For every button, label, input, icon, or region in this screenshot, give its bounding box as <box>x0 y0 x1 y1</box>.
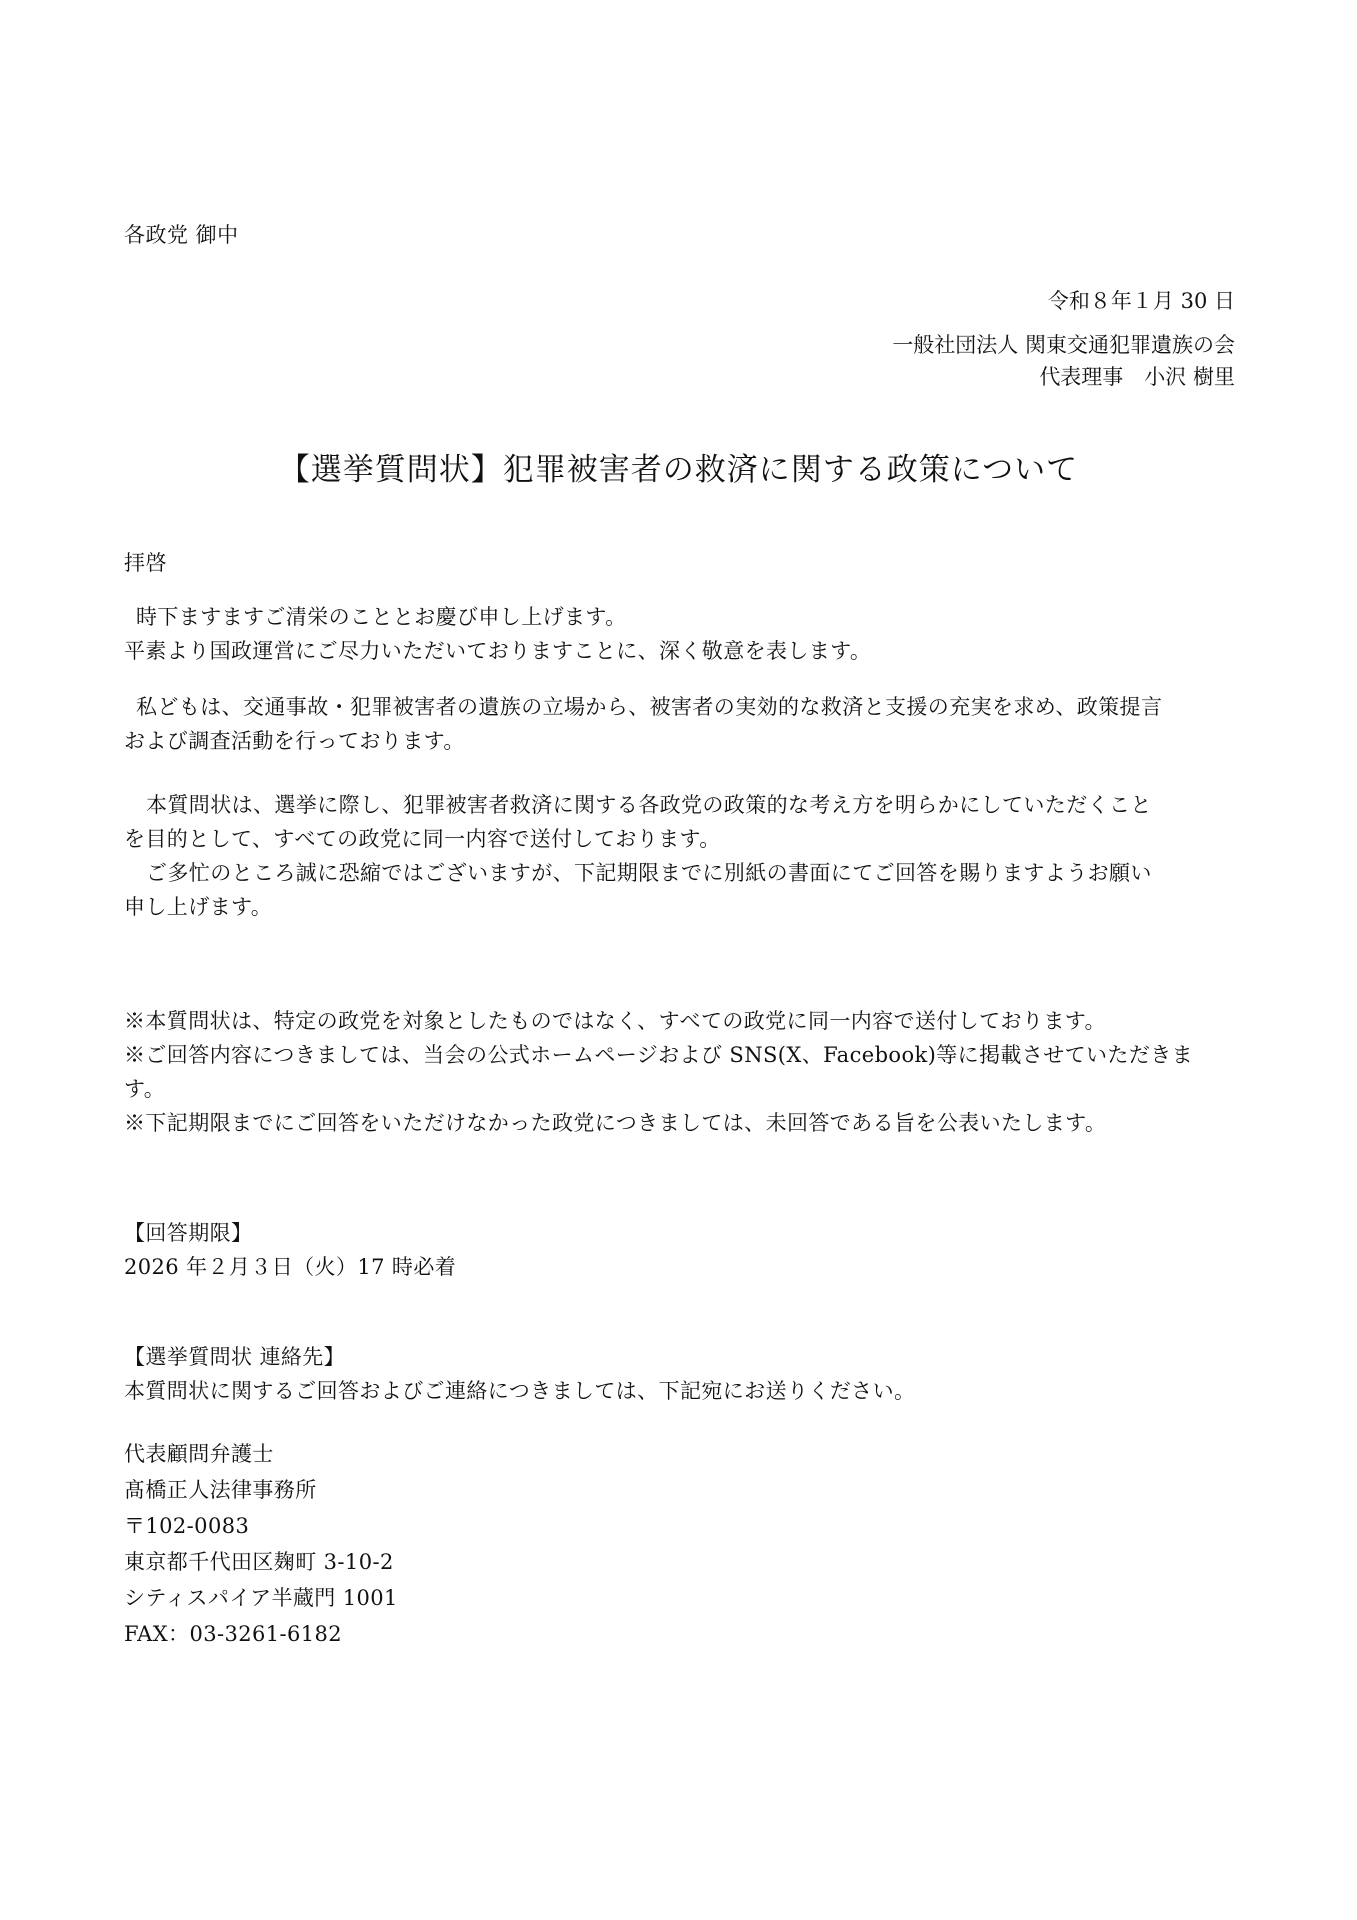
intro-line-1: 私どもは、交通事故・犯罪被害者の遺族の立場から、被害者の実効的な救済と支援の充実を求め、政策提言 <box>136 695 1163 719</box>
sender-organization: 一般社団法人 関東交通犯罪遺族の会 <box>892 333 1235 357</box>
salutation: 拝啓 <box>124 551 167 575</box>
greeting-paragraph <box>124 600 1234 668</box>
notes-section <box>124 1004 1234 1140</box>
intro-paragraph <box>124 690 1234 758</box>
contact-postal-code: 〒102-0083 <box>124 1514 250 1538</box>
contact-office: 髙橋正人法律事務所 <box>124 1478 317 1502</box>
contact-address-2: シティスパイア半蔵門 1001 <box>124 1586 398 1610</box>
sender-representative: 代表理事 小沢 樹里 <box>1039 365 1235 389</box>
contact-address-1: 東京都千代田区麹町 3-10-2 <box>124 1550 394 1574</box>
note-2-line-2: す。 <box>124 1077 166 1101</box>
intro-line-2: および調査活動を行っております。 <box>124 729 465 753</box>
purpose-line-2: を目的として、すべての政党に同一内容で送付しております。 <box>124 827 721 851</box>
note-3: ※下記期限までにご回答をいただけなかった政党につきましては、未回答である旨を公表いたします。 <box>124 1111 1107 1135</box>
purpose-paragraph <box>124 788 1234 924</box>
contact-section <box>124 1340 1234 1408</box>
deadline-value: 2026 年２月３日（火）17 時必着 <box>124 1255 457 1279</box>
purpose-line-3: ご多忙のところ誠に恐縮ではございますが、下記期限までに別紙の書面にてご回答を賜りますようお願い <box>146 861 1152 885</box>
document-title: 【選挙質問状】犯罪被害者の救済に関する政策について <box>278 452 1079 488</box>
document-date: 令和８年１月 30 日 <box>1047 289 1235 313</box>
contact-heading: 【選挙質問状 連絡先】 <box>124 1345 346 1369</box>
contact-details <box>124 1436 1234 1652</box>
purpose-line-4: 申し上げます。 <box>124 895 273 919</box>
deadline-section <box>124 1216 1234 1284</box>
contact-description: 本質問状に関するご回答およびご連絡につきましては、下記宛にお送りください。 <box>124 1379 916 1403</box>
contact-role: 代表顧問弁護士 <box>124 1442 274 1466</box>
contact-fax: FAX：03-3261-6182 <box>124 1622 343 1646</box>
greeting-line-1: 時下ますますご清栄のこととお慶び申し上げます。 <box>136 605 627 629</box>
addressee: 各政党 御中 <box>124 223 239 247</box>
note-1: ※本質問状は、特定の政党を対象としたものではなく、すべての政党に同一内容で送付しております。 <box>124 1009 1106 1033</box>
purpose-line-1: 本質問状は、選挙に際し、犯罪被害者救済に関する各政党の政策的な考え方を明らかにしていただくこと <box>146 793 1152 817</box>
greeting-line-2: 平素より国政運営にご尽力いただいておりますことに、深く敬意を表します。 <box>124 639 872 663</box>
deadline-heading: 【回答期限】 <box>124 1221 253 1245</box>
note-2-line-1: ※ご回答内容につきましては、当会の公式ホームページおよび SNS(X、Facebook)等に掲載させていただきま <box>124 1043 1194 1067</box>
